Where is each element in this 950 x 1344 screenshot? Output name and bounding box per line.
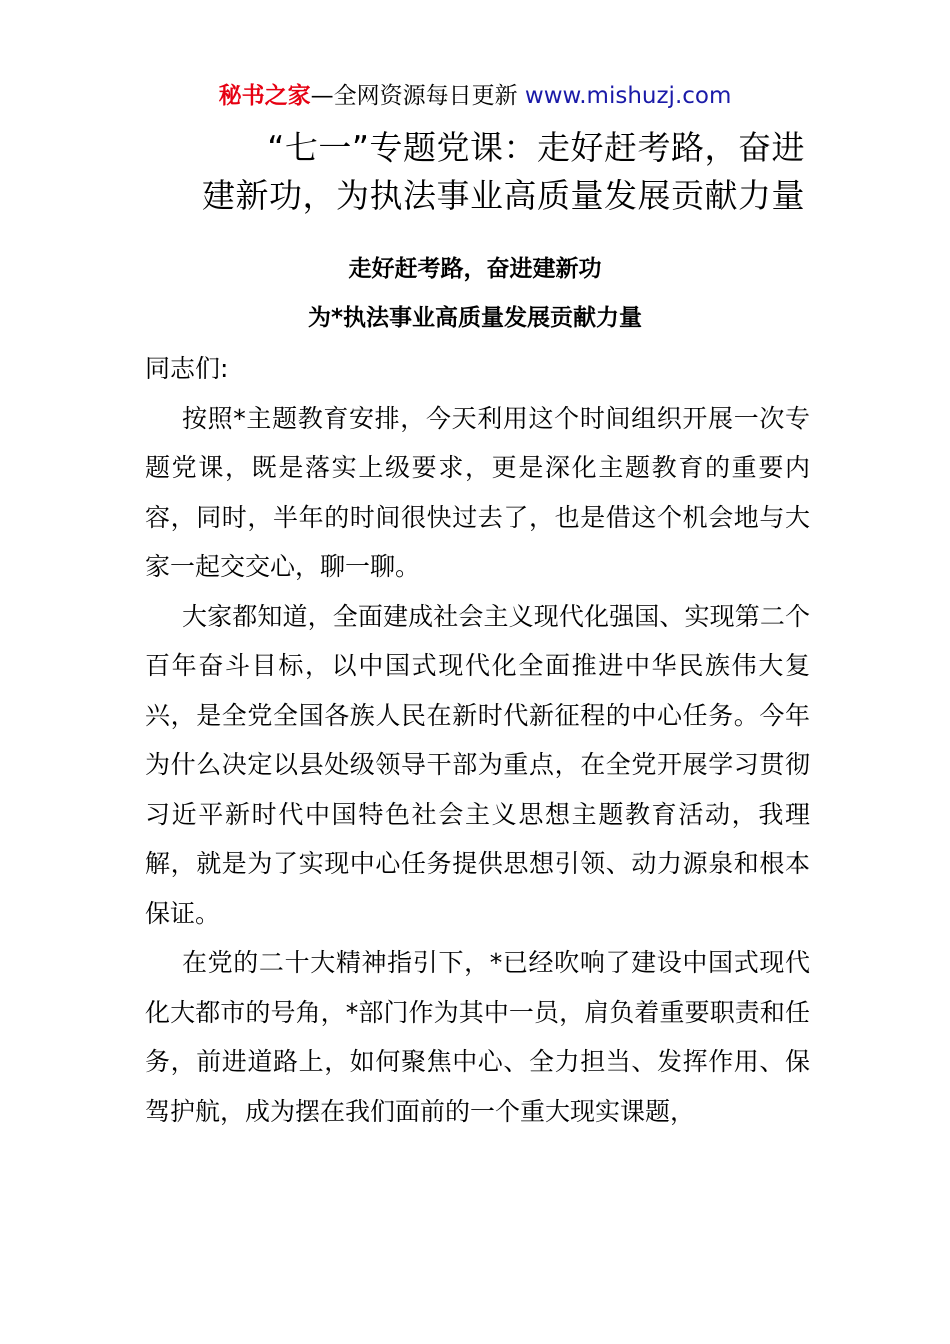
document-body xyxy=(145,344,810,1136)
watermark-url: www.mishuzj.com xyxy=(524,83,732,109)
document-title xyxy=(145,124,805,220)
watermark-brand: 秘书之家 xyxy=(218,83,311,109)
paragraph-2: 大家都知道，全面建成社会主义现代化强国、实现第二个百年奋斗目标，以中国式现代化全面推进中华民族伟大复兴，是全党全国各族人民在新时代新征程的中心任务。今年为什么决定以县处级领导干部为重点，在全党开展学习贯彻习近平新时代中国特色社会主义思想主题教育活动，我理解，就是为了实现中心任务提供思想引领、动力源泉和根本保证。 xyxy=(145,601,810,928)
salutation: 同志们: xyxy=(145,354,229,383)
watermark-header xyxy=(0,80,950,112)
document-title-line-1: “七一”专题党课：走好赶考路，奋进 xyxy=(267,128,805,167)
subtitle-line-2: 为*执法事业高质量发展贡献力量 xyxy=(307,305,643,331)
paragraph-3: 在党的二十大精神指引下，*已经吹响了建设中国式现代化大都市的号角，*部门作为其中一员，肩负着重要职责和任务，前进道路上，如何聚焦中心、全力担当、发挥作用、保驾护航，成为摆在我们面前的一个重大现实课题， xyxy=(145,948,810,1126)
document-title-line-2: 建新功，为执法事业高质量发展贡献力量 xyxy=(202,176,805,215)
paragraph-1: 按照*主题教育安排，今天利用这个时间组织开展一次专题党课，既是落实上级要求，更是深化主题教育的重要内容，同时，半年的时间很快过去了，也是借这个机会地与大家一起交交心，聊一聊。 xyxy=(145,403,810,581)
subtitle-line-1: 走好赶考路，奋进建新功 xyxy=(348,256,602,282)
watermark-slogan: —全网资源每日更新 xyxy=(310,83,525,109)
